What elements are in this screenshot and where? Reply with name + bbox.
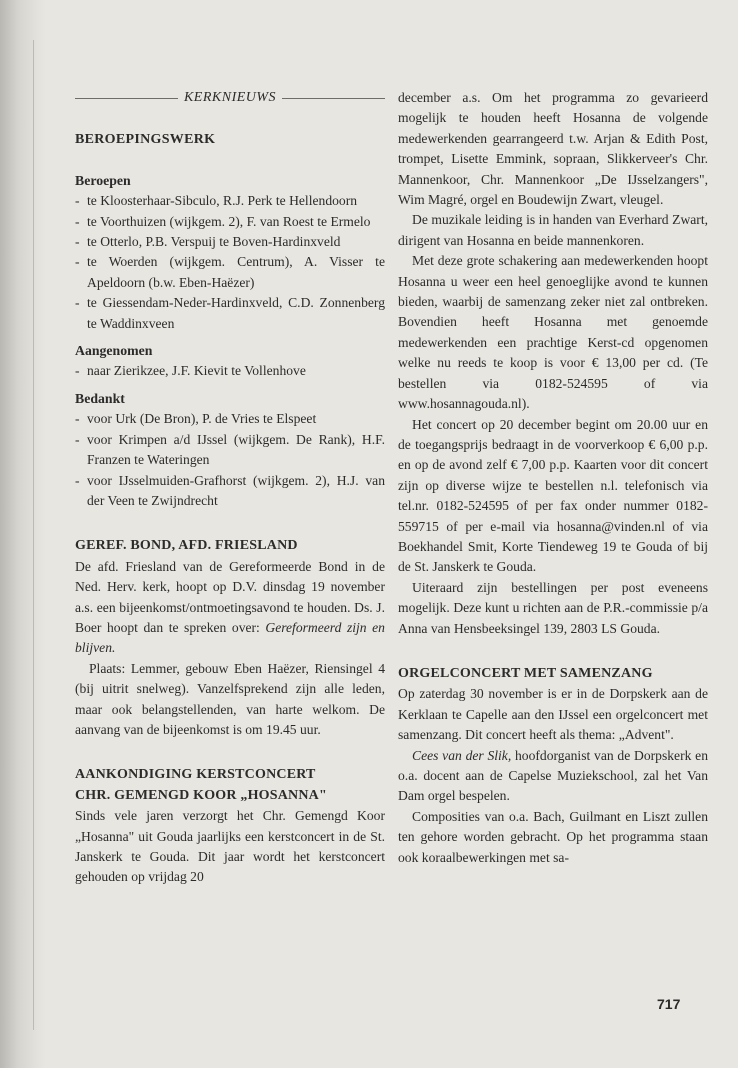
list-item: - te Woerden (wijkgem. Centrum), A. Visser te Apeldoorn (b.w. Eben-Haëzer) xyxy=(75,252,385,293)
orgelconcert-paragraph-2: Cees van der Slik, hoofdorganist van de Dorpskerk en o.a. docent aan de Capelse Muziekschool, zal het Van Dam orgel bespelen. xyxy=(398,747,708,804)
list-item: - te Giessendam-Neder-Hardinxveld, C.D. Zonnenberg te Waddinxveen xyxy=(75,293,385,334)
kerstconcert-paragraph-leiding: De muzikale leiding is in handen van Everhard Zwart, dirigent van Hosanna en beide mannenkoren. xyxy=(398,212,708,248)
left-column xyxy=(75,88,385,888)
beroepingswerk-title: BEROEPINGSWERK xyxy=(75,132,216,148)
bedankt-list xyxy=(75,409,385,511)
kerstconcert-paragraph-tickets: Het concert op 20 december begint om 20.00 uur en de toegangsprijs bedraagt in de voorverkoop € 6,00 p.p. en op de avond zelf € 7,00 p.p. Kaarten voor dit concert zijn op diverse wijze te bestellen n.l. telefonisch via tel.nr. 0182-524595 of per fax onder nummer 0182-559715 of per e-mail via hosanna@vinden.nl of via Boekhandel Smit, Korte Tiendeweg 19 te Gouda of bij de St. Janskerk te Gouda. xyxy=(398,416,708,575)
orgelconcert-paragraph-1: Op zaterdag 30 november is er in de Dorpskerk aan de Kerklaan te Capelle aan den IJssel een orgelconcert met samenzang. Dit concert heeft als thema: „Advent". xyxy=(398,686,708,743)
geref-bond-title: GEREF. BOND, AFD. FRIESLAND xyxy=(75,538,298,554)
kerstconcert-title-line-1: AANKONDIGING KERSTCONCERT xyxy=(75,767,316,783)
list-item: - te Otterlo, P.B. Verspuij te Boven-Hardinxveld xyxy=(75,232,385,252)
section-masthead xyxy=(75,88,385,108)
orgelconcert-title: ORGELCONCERT MET SAMENZANG xyxy=(398,665,653,681)
book-spine-shadow xyxy=(0,0,46,1068)
page-number: 717 xyxy=(657,996,681,1012)
kerstconcert-paragraph-schakering: Met deze grote schakering aan medewerkenden hoopt Hosanna u weer een heel genoeglijke avond te kunnen bieden, waarbij de samenzang zeker niet zal ontbreken. Bovendien heeft Hosanna met genoemde medewerkenden een prachtige Kerst-cd opgenomen welke nu reeds te koop is voor € 13,00 per cd. (Te bestellen via 0182-524595 of via www.hosannagouda.nl). xyxy=(398,253,708,412)
bedankt-heading: Bedankt xyxy=(75,390,125,406)
list-item: - te Kloosterhaar-Sibculo, R.J. Perk te Hellendoorn xyxy=(75,191,385,211)
list-item: - naar Zierikzee, J.F. Kievit te Vollenhove xyxy=(75,361,385,381)
section-label: KERKNIEUWS xyxy=(183,90,277,105)
beroepen-list xyxy=(75,191,385,334)
masthead-rule-left xyxy=(75,98,178,99)
masthead-rule-right xyxy=(282,98,385,99)
orgelconcert-paragraph-3: Composities van o.a. Bach, Guilmant en Liszt zullen ten gehore worden gebracht. Op het programma staan ook koraalbewerkingen met sa- xyxy=(398,808,708,865)
list-item: - voor Krimpen a/d IJssel (wijkgem. De Rank), H.F. Franzen te Wateringen xyxy=(75,430,385,471)
right-column xyxy=(398,88,708,868)
aangenomen-list xyxy=(75,361,385,381)
beroepen-heading: Beroepen xyxy=(75,172,131,188)
aangenomen-heading: Aangenomen xyxy=(75,343,153,359)
geref-bond-paragraph-1: De afd. Friesland van de Gereformeerde Bond in de Ned. Herv. kerk, hoopt op D.V. dinsdag 19 november a.s. een bijeenkomst/ontmoetingsavond te houden. Ds. J. Boer hoopt dan te spreken over: Gereformeerd zijn en blijven. xyxy=(75,558,385,656)
list-item: - voor IJsselmuiden-Grafhorst (wijkgem. 2), H.J. van der Veen te Zwijndrecht xyxy=(75,471,385,512)
kerstconcert-title-line-2: CHR. GEMENGD KOOR „HOSANNA" xyxy=(75,787,327,803)
geref-bond-paragraph-2: Plaats: Lemmer, gebouw Eben Haëzer, Riensingel 4 (bij uitrit snelweg). Vanzelfsprekend zijn alle leden, maar ook belangstellenden, van harte welkom. De aanvang van de bijeenkomst is om 19.45 uur. xyxy=(75,660,385,737)
kerstconcert-paragraph-bestellingen: Uiteraard zijn bestellingen per post eveneens mogelijk. Deze kunt u richten aan de P.R.-commissie p/a Anna van Hensbeeksingel 139, 2803 LS Gouda. xyxy=(398,579,708,636)
kerstconcert-paragraph-1: Sinds vele jaren verzorgt het Chr. Gemengd Koor „Hosanna" uit Gouda jaarlijks een kerstconcert in de St. Janskerk te Gouda. Dit jaar wordt het kerstconcert gehouden op vrijdag 20 xyxy=(75,808,385,885)
list-item: - te Voorthuizen (wijkgem. 2), F. van Roest te Ermelo xyxy=(75,212,385,232)
binding-line xyxy=(33,40,34,1030)
kerstconcert-paragraph-cont: december a.s. Om het programma zo gevarieerd mogelijk te houden heeft Hosanna de volgende medewerkenden gearrangeerd t.w. Arjan & Edith Post, trompet, Lisette Emmink, sopraan, Slikkerveer's Chr. Mannenkoor, Chr. Mannenkoor „De IJsselzangers", Wim Magré, orgel en Boudewijn Zwart, vleugel. xyxy=(398,90,708,208)
list-item: - voor Urk (De Bron), P. de Vries te Elspeet xyxy=(75,409,385,429)
